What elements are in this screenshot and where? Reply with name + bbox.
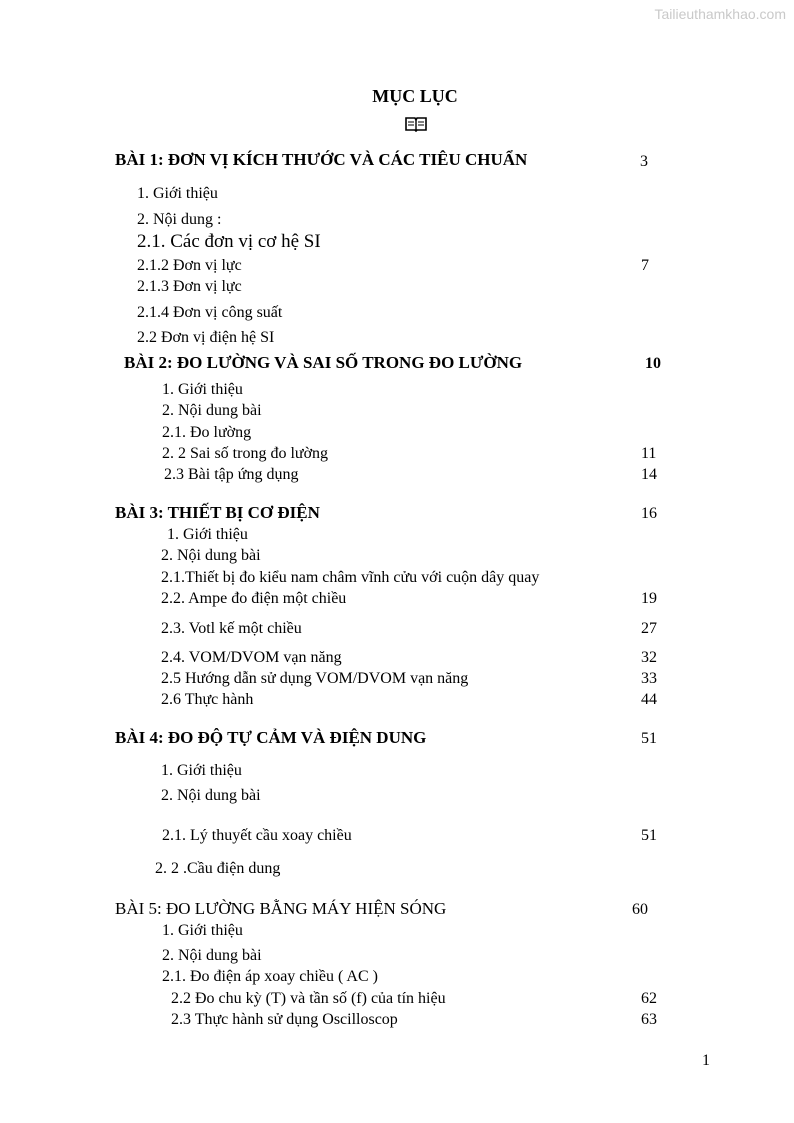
toc-entry: 1. Giới thiệu [167,526,248,543]
toc-page-number: 27 [641,620,657,637]
toc-page-number: 11 [641,445,657,462]
toc-page-number: 60 [632,901,648,918]
toc-entry: 2.5 Hướng dẫn sử dụng VOM/DVOM vạn năng [161,670,469,687]
toc-chapter-3: BÀI 3: THIẾT BỊ CƠ ĐIỆN [115,503,320,522]
open-book-icon [405,116,427,132]
toc-entry: 2. Nội dung bài [161,787,261,804]
toc-page-number: 32 [641,649,657,666]
toc-entry: 2.1. Các đơn vị cơ hệ SI [137,231,321,252]
toc-page-number: 62 [641,990,657,1007]
toc-entry: 2.3. Votl kế một chiều [161,620,302,637]
toc-page-number: 33 [641,670,657,687]
toc-entry: 2. Nội dung : [137,211,222,228]
toc-entry: 2. 2 .Cầu điện dung [155,860,281,877]
toc-chapter-4: BÀI 4: ĐO ĐỘ TỰ CẢM VÀ ĐIỆN DUNG [115,728,427,747]
toc-page-number: 3 [640,153,648,170]
toc-page-number: 51 [641,827,657,844]
toc-entry: 2.3 Bài tập ứng dụng [164,466,299,483]
toc-page-number: 16 [641,505,657,522]
toc-entry: 2. Nội dung bài [162,402,262,419]
toc-entry: 2.4. VOM/DVOM vạn năng [161,649,342,666]
toc-chapter-1: BÀI 1: ĐƠN VỊ KÍCH THƯỚC VÀ CÁC TIÊU CHUẨN [115,150,528,169]
toc-entry: 2.2. Ampe đo điện một chiều [161,590,347,607]
toc-page-number: 7 [641,257,649,274]
page-number: 1 [702,1052,710,1069]
toc-entry: 2.3 Thực hành sử dụng Oscilloscop [171,1011,398,1028]
toc-entry: 2.1.3 Đơn vị lực [137,278,242,295]
toc-entry: 2.1. Lý thuyết cầu xoay chiều [162,827,352,844]
toc-page-number: 14 [641,466,657,483]
toc-entry: 2.2 Đơn vị điện hệ SI [137,329,275,346]
toc-entry: 2. Nội dung bài [162,947,262,964]
watermark: Tailieuthamkhao.com [654,6,786,22]
toc-page-number: 10 [645,355,661,372]
toc-page-number: 19 [641,590,657,607]
toc-entry: 2.1.Thiết bị đo kiểu nam châm vĩnh cửu với cuộn dây quay [161,569,540,586]
toc-entry: 2. Nội dung bài [161,547,261,564]
page-title: MỤC LỤC [372,86,458,106]
toc-entry: 1. Giới thiệu [137,185,218,202]
toc-entry: 2.6 Thực hành [161,691,254,708]
toc-entry: 2.1. Đo lường [162,424,252,441]
toc-entry: 2.1.4 Đơn vị công suất [137,304,283,321]
toc-page-number: 44 [641,691,657,708]
toc-entry: 1. Giới thiệu [162,922,243,939]
toc-entry: 1. Giới thiệu [161,762,242,779]
toc-entry: 2.2 Đo chu kỳ (T) và tần số (f) của tín hiệu [171,990,446,1007]
toc-chapter-5: BÀI 5: ĐO LƯỜNG BẰNG MÁY HIỆN SÓNG [115,899,447,918]
toc-entry: 2.1. Đo điện áp xoay chiều ( AC ) [162,968,378,985]
toc-entry: 1. Giới thiệu [162,381,243,398]
toc-page-number: 51 [641,730,657,747]
toc-entry: 2. 2 Sai số trong đo lường [162,445,329,462]
toc-entry: 2.1.2 Đơn vị lực [137,257,242,274]
toc-chapter-2: BÀI 2: ĐO LƯỜNG VÀ SAI SỐ TRONG ĐO LƯỜNG [124,353,523,372]
toc-page-number: 63 [641,1011,657,1028]
